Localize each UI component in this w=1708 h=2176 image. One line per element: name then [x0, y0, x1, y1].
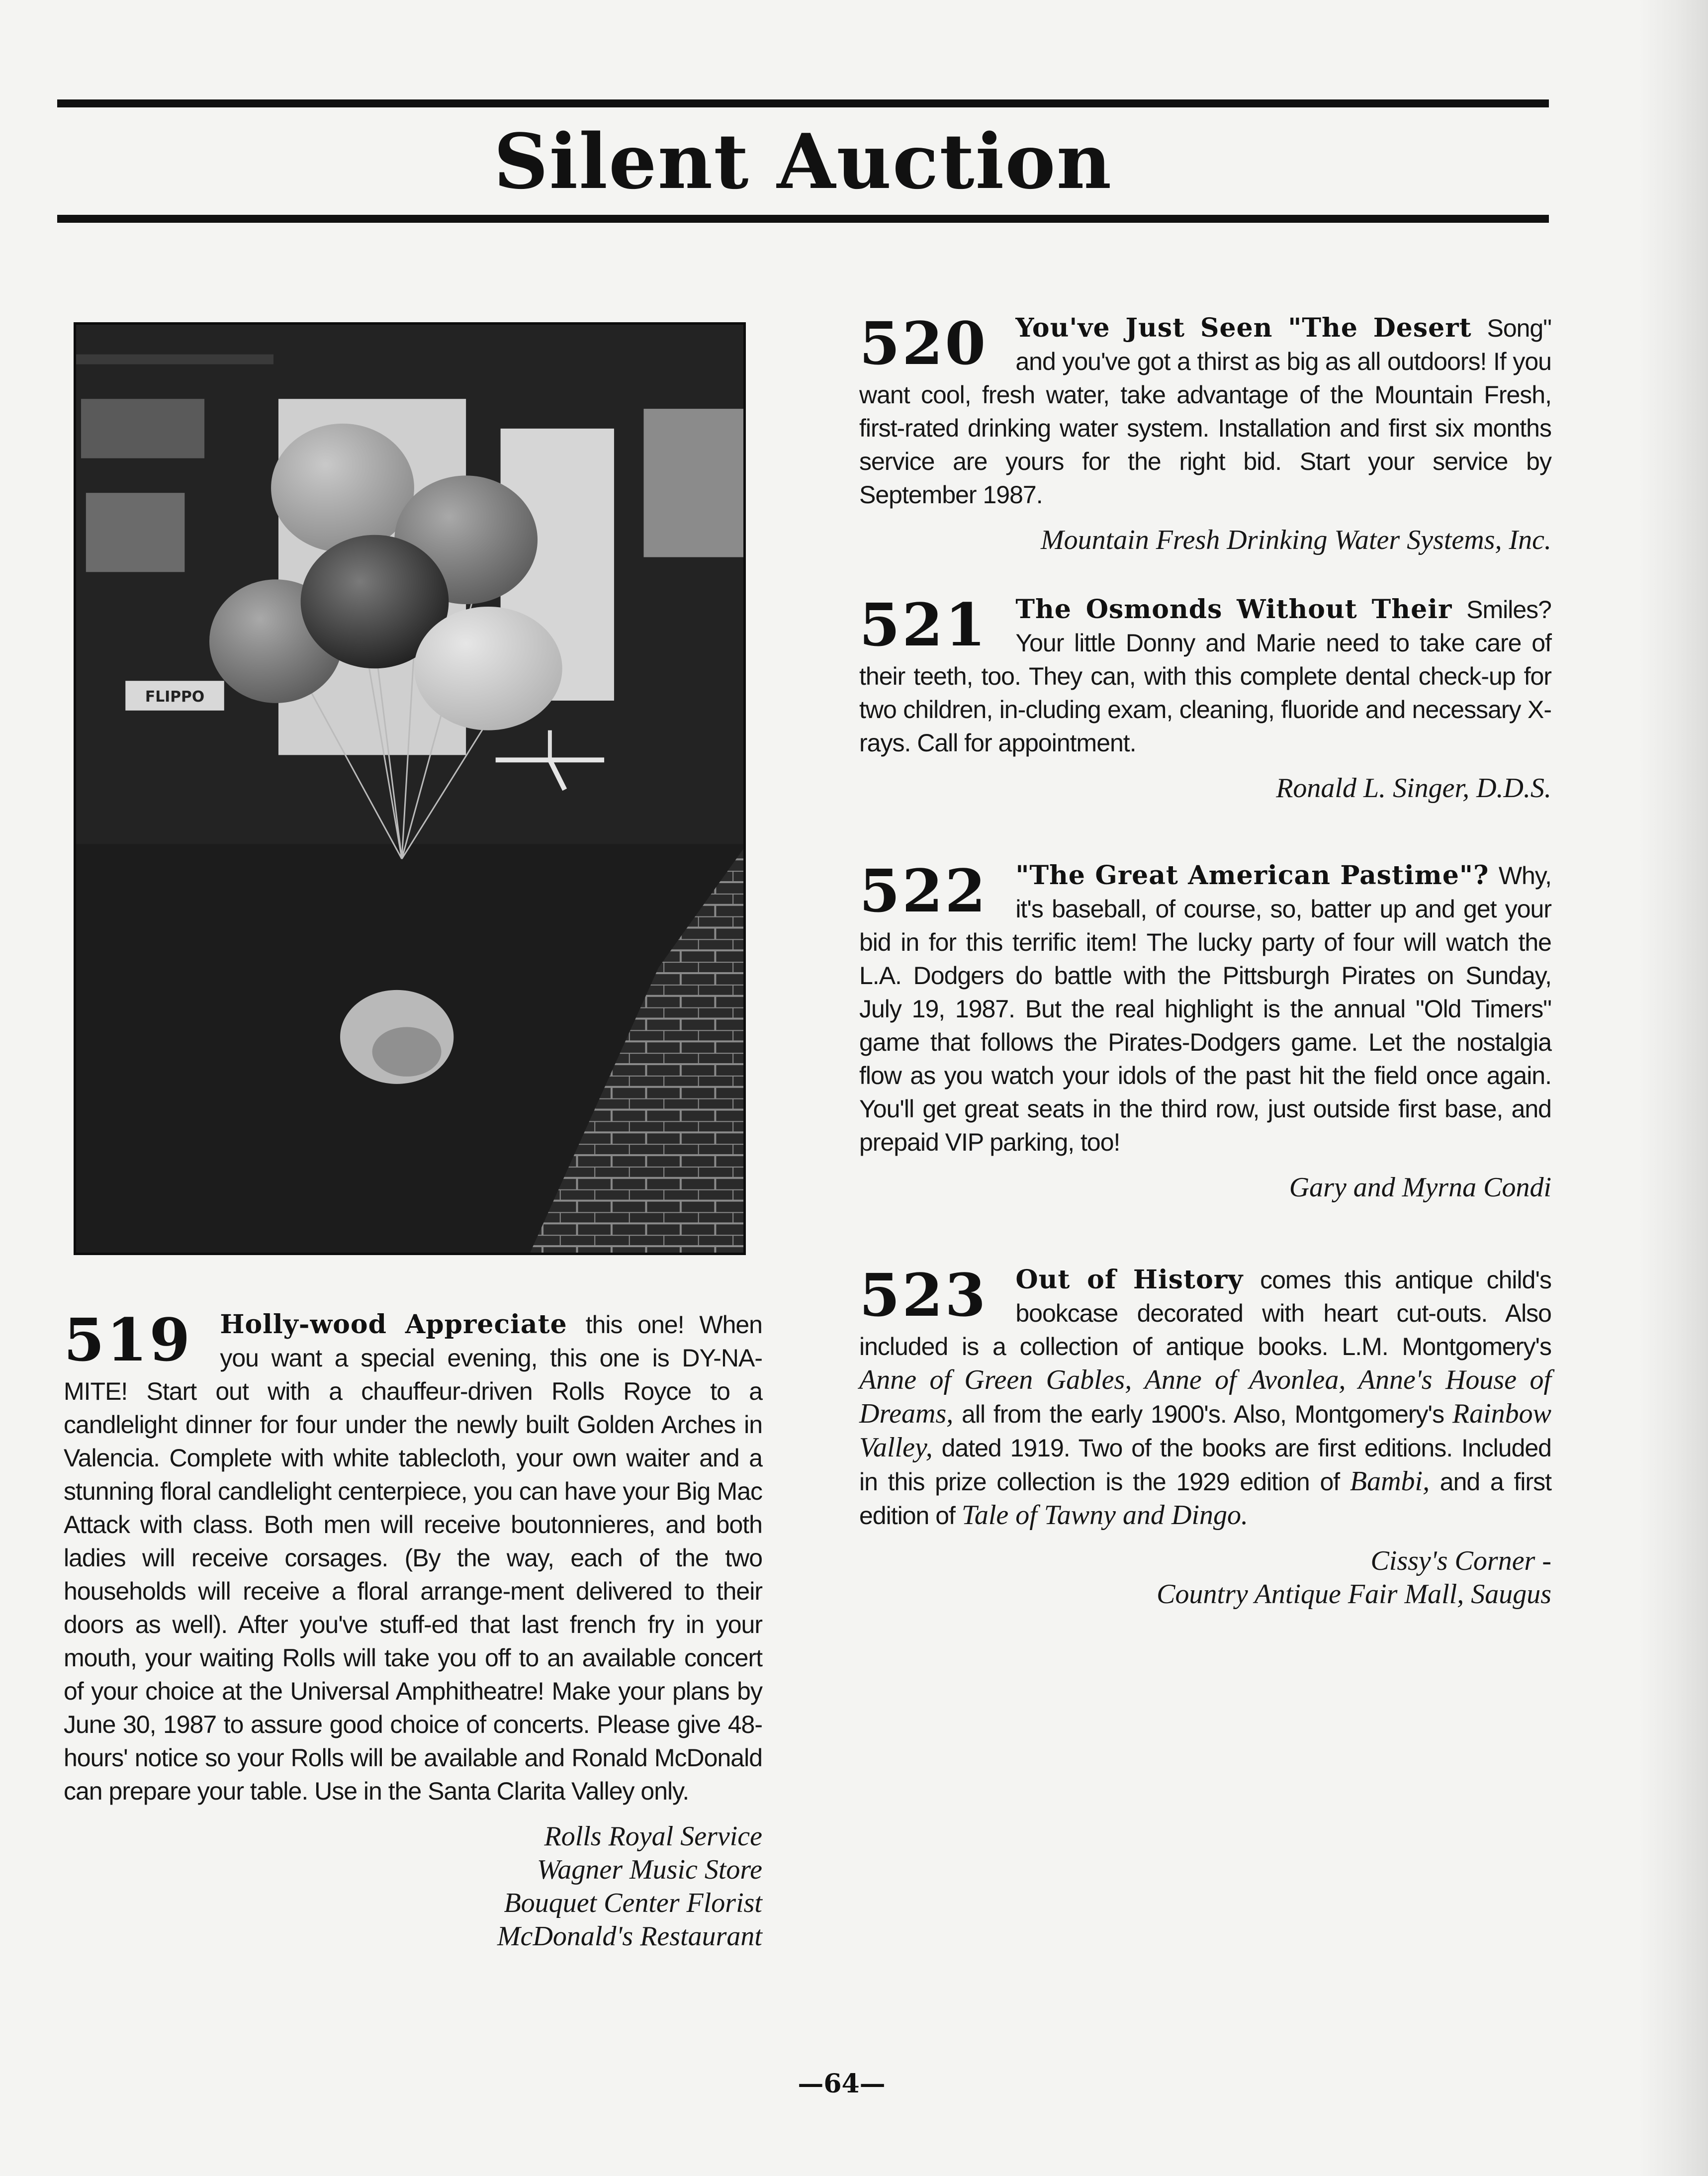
flippo-sign-text: FLIPPO	[145, 688, 205, 706]
donor: Rolls Royal Service	[544, 1821, 762, 1852]
auction-item-519	[64, 1305, 762, 1953]
item-heading: The Osmonds Without Their	[1015, 594, 1467, 625]
page-number	[0, 2069, 1708, 2099]
donor: Cissy's Corner -	[1370, 1545, 1551, 1576]
floral-bouquet-shade	[372, 1027, 442, 1076]
item-text: comes this antique child's bookcase decorated with heart cut-outs. Also included is a collection of antique books. L.M. Montgomery's	[859, 1266, 1551, 1360]
shop-window	[643, 409, 743, 557]
title-rule-top	[57, 99, 1549, 107]
donor: McDonald's Restaurant	[497, 1921, 762, 1952]
item-text: Song" and you've got a thirst as big as all outdoors! If you want cool, fresh water, take advantage of the Mountain Fresh, first-rated drinking water system. Installation and first six months service are yours for the right bid. Start your service by September 1987.	[859, 314, 1551, 509]
donor-list	[859, 1533, 1551, 1611]
balloon-top-left	[271, 424, 414, 552]
book-title-tawny-dingo: Tale of Tawny and Dingo.	[961, 1500, 1249, 1531]
page-number-text: —64—	[798, 2069, 886, 2099]
item-number: 523	[859, 1261, 988, 1330]
item-heading: Out of History	[1015, 1265, 1260, 1295]
auction-item-523	[859, 1263, 1551, 1611]
photo-illustration	[76, 325, 743, 1253]
page-edge-shadow	[1638, 0, 1708, 2176]
item-description	[64, 1305, 762, 1808]
donor: Wagner Music Store	[537, 1854, 762, 1885]
donor: Bouquet Center Florist	[504, 1888, 762, 1918]
book-title-bambi: Bambi,	[1349, 1466, 1430, 1497]
page-title: Silent Auction	[493, 117, 1113, 206]
donor: Mountain Fresh Drinking Water Systems, Inc.	[1040, 525, 1551, 555]
item-number: 519	[64, 1305, 192, 1374]
left-column	[64, 1305, 762, 1953]
item-text: this one! When you want a special evening, this one is DY-NA-MITE! Start out with a chauffeur-driven Rolls Royce to a candlelight dinner for four under the newly built Golden Arches in Valencia. Complete with white tablecloth, your own waiter and a stunning floral candlelight centerpiece, you can have your Big Mac Attack with class. Both men will receive boutonnieres, and both ladies will receive corsages. (By the way, each of the two households will receive a floral arrange-ment delivered to their doors as well). After you've stuff-ed that last french fry in your mouth, your waiting Rolls will take you off to an available concert of your choice at the Universal Amphitheatre! Make your plans by June 30, 1987 to assure good choice of concerts. Please give 48-hours' notice so your Rolls will be available and Ronald McDonald can prepare your table. Use in the Santa Clarita Valley only.	[64, 1311, 762, 1805]
donor-list	[859, 512, 1551, 557]
item-text: Why, it's baseball, of course, so, batter up and get your bid in for this terrific item! The lucky party of four will watch the L.A. Dodgers do battle with the Pittsburgh Pirates on Sunday, July 19, 1987. But the real highlight is the annual "Old Timers" game that follows the Pirates-Dodgers game. Let the nostalgia flow as you watch your idols of the past hit the field once again. You'll get great seats in the third row, just outside first base, and prepaid VIP parking, too!	[859, 862, 1551, 1156]
donor: Country Antique Fair Mall, Saugus	[1157, 1579, 1551, 1610]
item-text: and a first edition of	[859, 1468, 1551, 1530]
item-number: 522	[859, 856, 988, 925]
balloon-bouquet-photo	[74, 322, 746, 1255]
donor-list	[859, 760, 1551, 805]
auction-item-522	[859, 856, 1551, 1204]
book-title-rainbow-valley: Rainbow Valley,	[859, 1398, 1551, 1463]
right-column	[859, 311, 1551, 1611]
auction-item-520	[859, 311, 1551, 557]
item-number: 521	[859, 590, 988, 659]
book-titles-anne: Anne of Green Gables, Anne of Avonlea, Anne's House of Dreams,	[859, 1364, 1551, 1429]
plush-toys-2	[86, 493, 185, 572]
title-rule-bottom	[57, 215, 1549, 223]
balloon-pale-right	[414, 607, 562, 730]
donor-list	[64, 1808, 762, 1953]
item-number: 520	[859, 309, 988, 378]
item-text: dated 1919. Two of the books are first editions. Included in this prize collection is the 1929 edition of	[859, 1434, 1551, 1496]
item-heading: You've Just Seen "The Desert	[1015, 313, 1487, 343]
donor: Ronald L. Singer, D.D.S.	[1276, 773, 1551, 804]
item-text: all from the early 1900's. Also, Montgomery's	[953, 1400, 1452, 1428]
item-text: Smiles? Your little Donny and Marie need to take care of their teeth, too. They can, with this complete dental check-up for two children, in-cluding exam, cleaning, fluoride and necessary X-rays. Call for appointment.	[859, 596, 1551, 757]
auction-item-521	[859, 590, 1551, 805]
shelf-left	[76, 355, 273, 364]
item-heading: "The Great American Pastime"?	[1015, 860, 1499, 891]
plush-toys	[81, 399, 204, 458]
donor: Gary and Myrna Condi	[1289, 1172, 1551, 1203]
item-heading: Holly-wood Appreciate	[220, 1309, 586, 1340]
donor-list	[859, 1159, 1551, 1204]
